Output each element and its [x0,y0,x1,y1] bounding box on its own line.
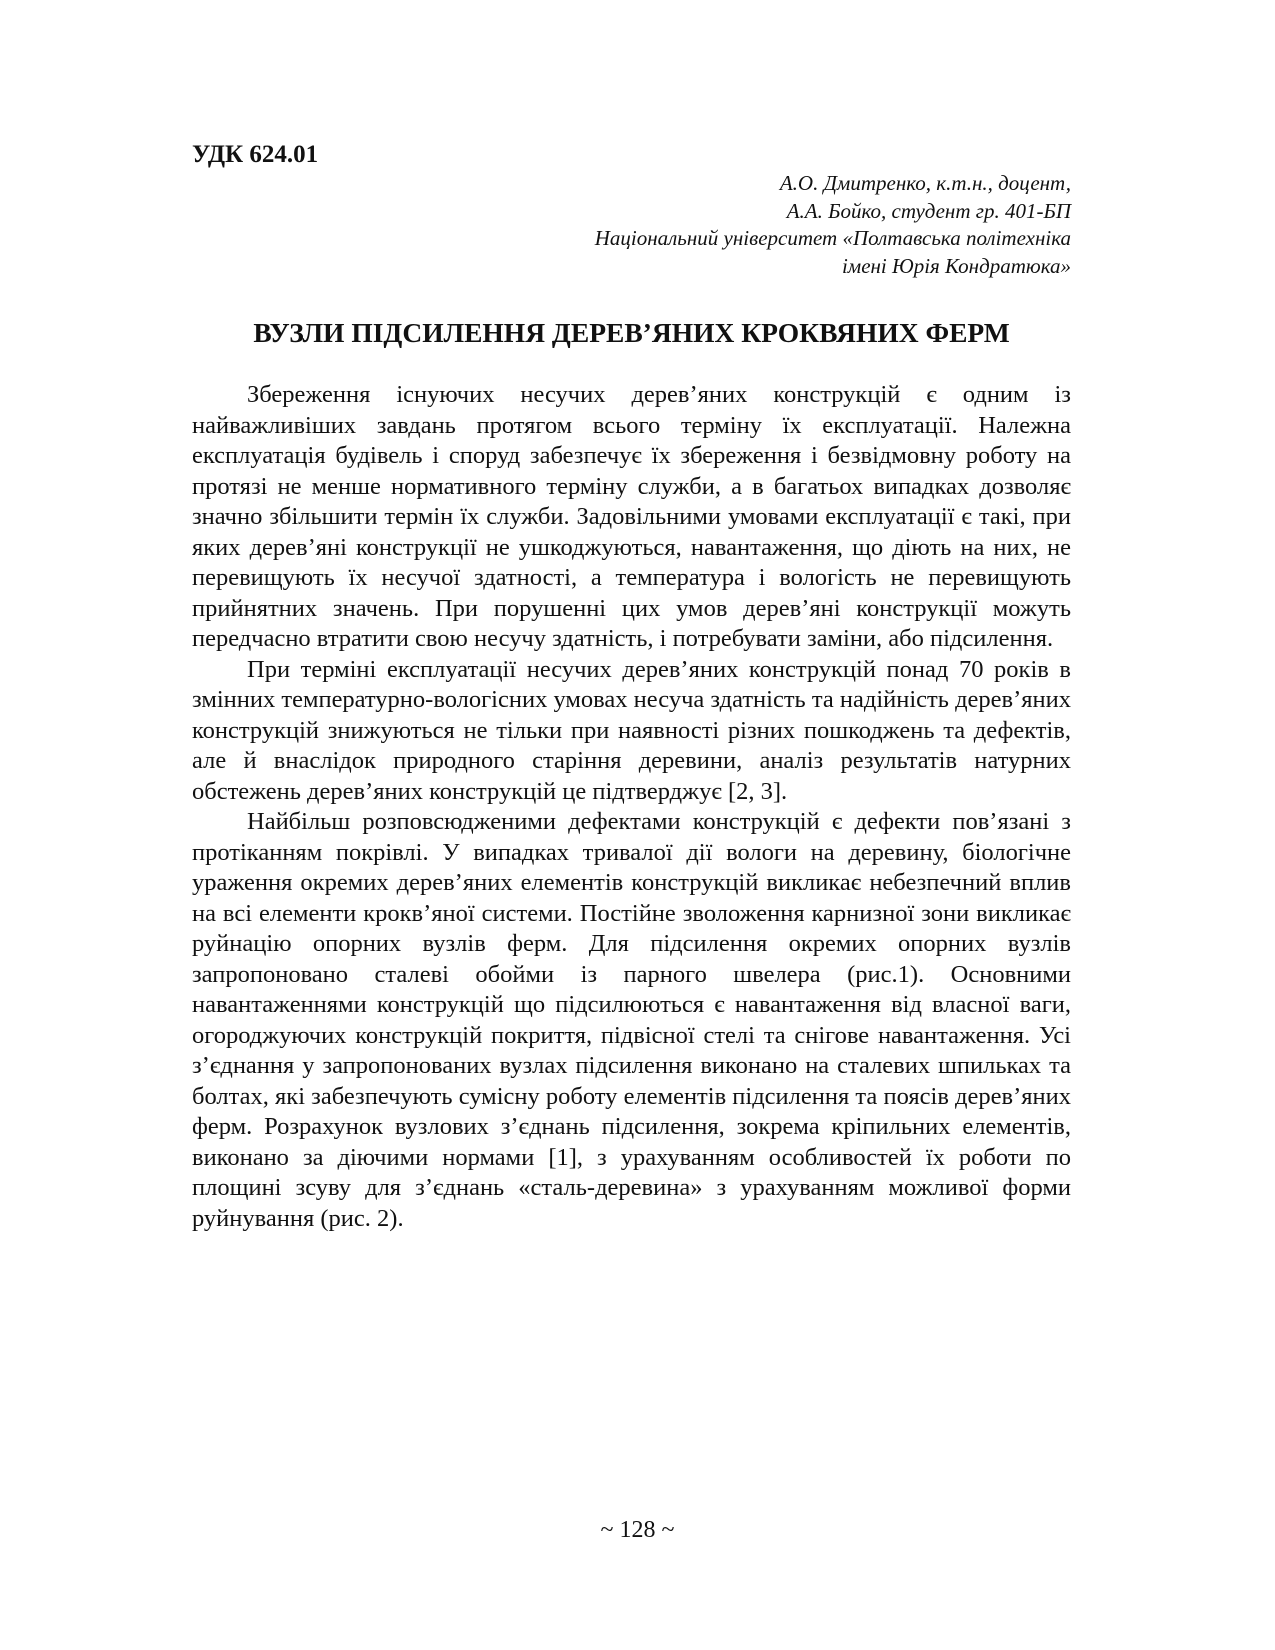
author-line-2: А.А. Бойко, студент гр. 401-БП [786,198,1071,223]
paragraph-2: При терміні експлуатації несучих дерев’яних конструкцій понад 70 років в змінних температурно-вологісних умовах несуча здатність та надійність дерев’яних конструкцій знижуються не тільки при наявності різних пошкоджень та дефектів, але й внаслідок природного старіння деревини, аналіз результатів натурних обстежень дерев’яних конструкцій це підтверджує [2, 3]. [192,655,1071,805]
affiliation-line-2: імені Юрія Кондратюка» [841,253,1071,278]
author-line-1: А.О. Дмитренко, к.т.н., доцент, [779,171,1071,195]
author-block [595,170,1071,280]
paragraph-3: Найбільш розповсюдженими дефектами конструкцій є дефекти пов’язані з протіканням покрівлі. У випадках тривалої дії вологи на деревину, біологічне ураження окремих дерев’яних елементів конструкцій викликає небезпечний вплив на всі елементи крокв’яної системи. Постійне зволоження карнизної зони викликає руйнацію опорних вузлів ферм. Для підсилення окремих опорних вузлів запропоновано сталеві обойми із парного швелера (рис.1). Основними навантаженнями конструкцій що підсилюються є навантаження від власної ваги, огороджуючих конструкцій покриття, підвісної стелі та снігове навантаження. Усі з’єднання у запропонованих вузлах підсилення виконано на сталевих шпильках та болтах, які забезпечують сумісну роботу елементів підсилення та поясів дерев’яних ферм. Розрахунок вузлових з’єднань підсилення, зокрема кріпильних елементів, виконано за діючими нормами [1], з урахуванням особливостей їх роботи по площині зсуву для з’єднань «сталь-деревина» з урахуванням можливої форми руйнування (рис. 2). [192,808,1071,1232]
affiliation-line-1: Національний університет «Полтавська політехніка [594,226,1071,250]
udk-code: УДК 624.01 [192,141,319,168]
body-text [192,380,1071,1234]
paper-title: ВУЗЛИ ПІДСИЛЕННЯ ДЕРЕВ’ЯНИХ КРОКВЯНИХ ФЕРМ [253,317,1010,348]
paragraph-1: Збереження існуючих несучих дерев’яних конструкцій є одним із найважливіших завдань протягом всього терміну їх експлуатації. Належна експлуатація будівель і споруд забезпечує їх збереження і безвідмовну роботу на протязі не менше нормативного терміну служби, а в багатьох випадках дозволяє значно збільшити термін їх служби. Задовільними умовами експлуатації є такі, при яких дерев’яні конструкції не ушкоджуються, навантаження, що діють на них, не перевищують їх несучої здатності, а температура і вологість не перевищують прийнятних значень. При порушенні цих умов дерев’яні конструкції можуть передчасно втратити свою несучу здатність, і потребувати заміни, або підсилення. [192,381,1071,652]
page-number: ~ 128 ~ [600,1517,675,1543]
